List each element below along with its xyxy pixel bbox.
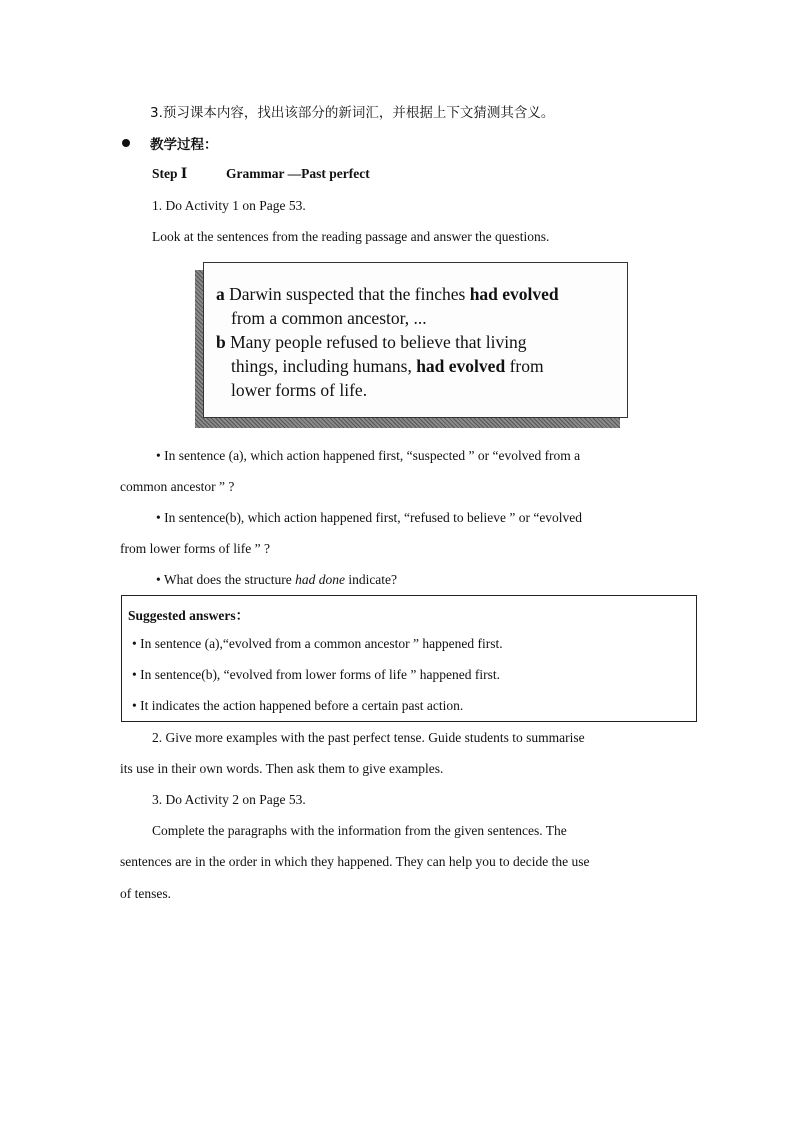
activity2-line1: Complete the paragraphs with the information from the given sentences. The (152, 823, 567, 838)
suggested-answer-3: • It indicates the action happened before a certain past action. (132, 698, 464, 713)
sentence-b-text: Many people refused to believe that living (230, 332, 527, 352)
question-3-text: • What does the structure (156, 572, 296, 587)
sentence-b-label: b (216, 332, 226, 352)
activity-more-line2: its use in their own words. Then ask them to give examples. (120, 761, 444, 776)
bullet-dot-icon (122, 139, 130, 147)
suggested-answers-box (121, 595, 697, 722)
step-label: Step Ⅰ (152, 166, 188, 181)
suggested-answer-1: • In sentence (a),“evolved from a common ancestor ” happened first. (132, 636, 503, 651)
step-title: Grammar —Past perfect (226, 166, 370, 181)
question-2-line1: • In sentence(b), which action happened first, “refused to believe ” or “evolved (156, 510, 583, 525)
activity1-instruction: Look at the sentences from the reading passage and answer the questions. (152, 229, 550, 244)
sentence-a-line2: from a common ancestor, ... (231, 308, 427, 328)
activity2-line3: of tenses. (120, 886, 171, 901)
question-1-line2: common ancestor ” ? (120, 479, 235, 494)
sentence-b-bold: had evolved (416, 356, 506, 376)
activity2-line2: sentences are in the order in which they happened. They can help you to decide the use (120, 854, 590, 869)
suggested-answers-title: Suggested answers： (128, 608, 250, 623)
sentence-a-label: a (216, 284, 225, 304)
section-heading: 教学过程： (150, 137, 218, 153)
textbook-excerpt-image (195, 262, 628, 428)
sentence-b-line1 (216, 332, 527, 353)
sentence-a-bold: had evolved (469, 284, 559, 304)
question-3-italic: had done (295, 572, 345, 587)
activity1-title: 1. Do Activity 1 on Page 53. (152, 198, 306, 213)
activity2-title: 3. Do Activity 2 on Page 53. (152, 792, 306, 807)
question-1-line1: • In sentence (a), which action happened first, “suspected ” or “evolved from a (156, 448, 581, 463)
activity-more-line1: 2. Give more examples with the past perfect tense. Guide students to summarise (152, 730, 585, 745)
prep-item: 3.预习课本内容，找出该部分的新词汇，并根据上下文猜测其含义。 (150, 105, 555, 121)
sentence-a-text: Darwin suspected that the finches (229, 284, 470, 304)
sentence-b-line2-post: from (505, 356, 544, 376)
sentence-b-line3: lower forms of life. (231, 380, 368, 400)
textbook-excerpt-card (203, 262, 628, 418)
question-3-post: indicate? (344, 572, 398, 587)
sentence-b-line2-text: things, including humans, (231, 356, 417, 376)
question-2-line2: from lower forms of life ” ? (120, 541, 270, 556)
question-3 (156, 572, 397, 588)
sentence-a-line1 (216, 284, 559, 305)
sentence-b-line2 (231, 356, 544, 377)
suggested-answer-2: • In sentence(b), “evolved from lower forms of life ” happened first. (132, 667, 500, 682)
